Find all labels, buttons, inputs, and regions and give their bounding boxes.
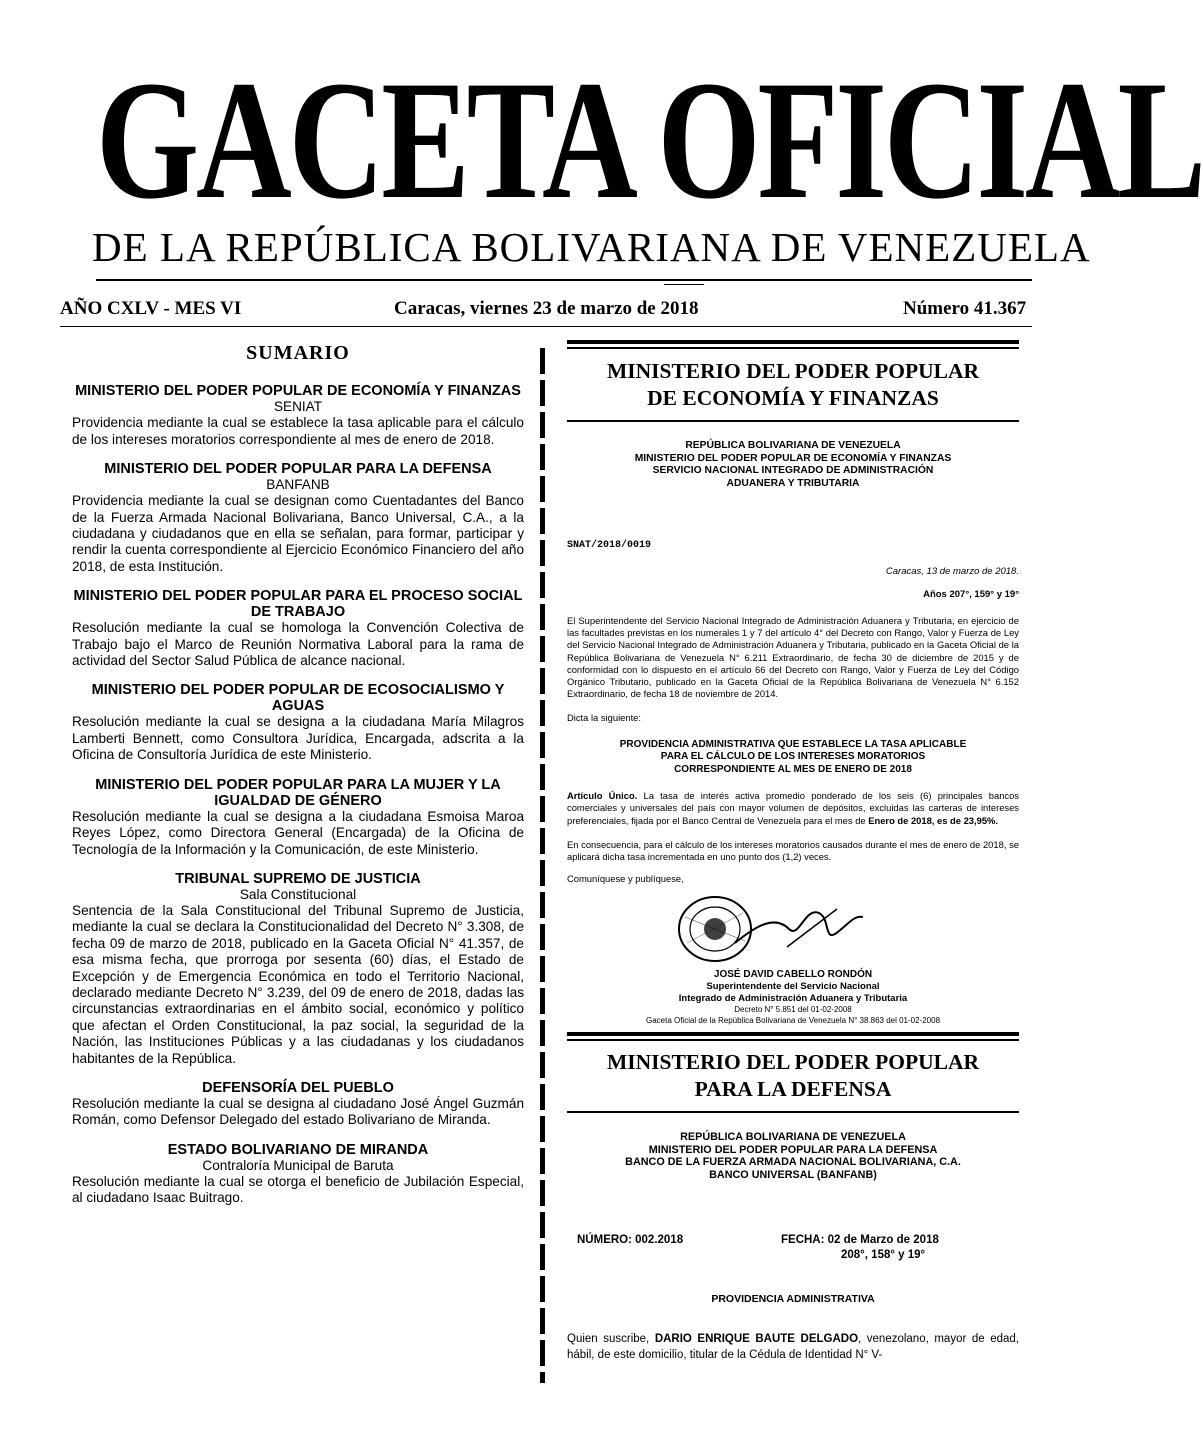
ministry-heading-line: MINISTERIO DEL PODER POPULAR <box>606 1050 980 1075</box>
signature-area <box>567 889 1019 969</box>
summary-item <box>72 777 524 858</box>
issue-place-date: Caracas, viernes 23 de marzo de 2018 <box>394 298 699 319</box>
summary-agency: Contraloría Municipal de Baruta <box>202 1157 394 1173</box>
signatory-title: Integrado de Administración Aduanera y Tributaria <box>678 992 908 1004</box>
issue-number: Número 41.367 <box>903 298 1027 319</box>
summary-ministry: TRIBUNAL SUPREMO DE JUSTICIA <box>175 870 421 887</box>
rb-line: BANCO DE LA FUERZA ARMADA NACIONAL BOLIVARIANA, C.A. <box>625 1156 961 1169</box>
rb-line: SERVICIO NACIONAL INTEGRADO DE ADMINISTRACIÓN <box>652 465 934 476</box>
rb-line: ADUANERA Y TRIBUTARIA <box>726 477 860 489</box>
masthead <box>0 46 1203 235</box>
signature-icon <box>727 895 867 955</box>
right-column <box>567 340 1019 1363</box>
summary-description: Resolución mediante la cual se designa a la ciudadana María Milagros Lamberti Bennett, como Consultora Jurídica, Encargada, adscrita a la Oficina de Consultoría Jurídica de este Ministerio. <box>72 714 524 763</box>
summary-ministry: DEFENSORÍA DEL PUEBLO <box>202 1079 394 1096</box>
prov-title-line: PROVIDENCIA ADMINISTRATIVA QUE ESTABLECE LA TASA APLICABLE <box>619 738 967 750</box>
document-years: Años 207°, 159° y 19° <box>923 589 1019 600</box>
rb-line: MINISTERIO DEL PODER POPULAR PARA LA DEFENSA <box>648 1143 938 1156</box>
summary-description: Resolución mediante la cual se designa al ciudadano José Ángel Guzmán Román, como Defensor Delegado del estado Bolivariano de Miranda. <box>72 1095 524 1128</box>
quien-start: Quien suscribe, <box>567 1333 655 1346</box>
signatory-gaceta: Gaceta Oficial de la República Bolivariana de Venezuela N° 38.863 del 01-02-2008 <box>645 1016 941 1026</box>
masthead-rule-thin <box>664 284 704 285</box>
infobar-rule <box>60 326 1032 327</box>
ministry-heading-defensa <box>567 1049 1019 1103</box>
document-place-date: Caracas, 13 de marzo de 2018. <box>885 566 1019 577</box>
summary-description: Resolución mediante la cual se designa a la ciudadana Esmoisa Maroa Reyes López, como Directora General (Encargada) de la Oficina de Tecnología de la Información y la Comunicación, de este Ministerio. <box>72 808 524 857</box>
quien-rest: , venezolano, mayor de edad, hábil, de este domicilio, titular de la Cédula de Identidad N° V- <box>567 1333 1019 1362</box>
prov-title-line: CORRESPONDIENTE AL MES DE ENERO DE 2018 <box>674 763 912 775</box>
prov-title-line: PARA EL CÁLCULO DE LOS INTERESES MORATORIOS <box>660 751 926 763</box>
masthead-rule <box>96 279 1032 281</box>
consecuencia-paragraph: En consecuencia, para el cálculo de los intereses moratorios causados durante el mes de enero de 2018, se aplicará dicha tasa incrementada en uno punto dos (1,2) veces. <box>567 838 1019 862</box>
summary-item <box>72 461 524 575</box>
summary-description: Resolución mediante la cual se otorga el beneficio de Jubilación Especial, al ciudadano Isaac Buitrago. <box>72 1173 524 1206</box>
summary-agency: SENIAT <box>273 399 323 415</box>
snat-code: SNAT/2018/0019 <box>567 540 652 551</box>
rb-line: REPÚBLICA BOLIVARIANA DE VENEZUELA <box>680 1131 906 1144</box>
summary-item <box>72 682 524 763</box>
ministry-heading-line: PARA LA DEFENSA <box>694 1077 892 1102</box>
summary-item <box>72 588 524 669</box>
masthead-subtitle: DE LA REPÚBLICA BOLIVARIANA DE VENEZUELA <box>92 224 1091 270</box>
rb-line: REPÚBLICA BOLIVARIANA DE VENEZUELA <box>685 440 901 451</box>
quien-suscribe-paragraph <box>567 1331 1019 1363</box>
articulo-rate: Enero de 2018, es de 23,95%. <box>868 814 998 826</box>
summary-description: Resolución mediante la cual se homologa la Convención Colectiva de Trabajo bajo el Marco de Reunión Normativa Laboral para la rama de actividad del Sector Salud Pública de alcance nacional. <box>72 620 524 669</box>
column-divider <box>540 348 545 1383</box>
summary-ministry: MINISTERIO DEL PODER POPULAR DE ECOSOCIALISMO Y AGUAS <box>91 682 505 715</box>
summary-description: Sentencia de la Sala Constitucional del Tribunal Supremo de Justicia, mediante la cual se declara la Constitucionalidad del Decreto N° 3.308, de fecha 09 de marzo de 2018, publicado en la Gaceta Oficial N° 41.357, de esa misma fecha, que prorroga por sesenta (60) días, el Estado de Excepción y de Emergencia Económica en todo el Territorio Nacional, declarado mediante Decreto N° 3.239, del 09 de enero de 2018, dadas las circunstancias extraordinarias en el ámbito social, económico y político que afectan el Orden Constitucional, la paz social, la seguridad de la Nación, las Instituciones Públicas y a las ciudadanas y los ciudadanos habitantes de la República. <box>72 902 524 1066</box>
issue-year-month: AÑO CXLV - MES VI <box>60 298 242 319</box>
ministry-heading-line: MINISTERIO DEL PODER POPULAR <box>606 359 980 383</box>
section-rule <box>567 1032 1019 1041</box>
dicta-text: Dicta la siguiente: <box>567 712 641 724</box>
providencia-administrativa-heading: PROVIDENCIA ADMINISTRATIVA <box>711 1293 875 1306</box>
articulo-text: La tasa de interés activa promedio ponderado de los seis (6) principales bancos comerciales y universales del país con mayor volumen de depósitos, excluidas las carteras de intereses preferenciales, fijada por el Banco Central de Venezuela para el mes de <box>567 790 1019 826</box>
summary-ministry: MINISTERIO DEL PODER POPULAR PARA LA MUJER Y LA IGUALDAD DE GÉNERO <box>95 776 501 809</box>
ministry-heading-line: DE ECONOMÍA Y FINANZAS <box>647 386 939 410</box>
signatory-decreto: Decreto N° 5.851 del 01-02-2008 <box>734 1005 852 1015</box>
numero-fecha-row <box>567 1233 1019 1267</box>
summary-ministry: MINISTERIO DEL PODER POPULAR PARA LA DEFENSA <box>104 461 492 478</box>
articulo-label: Artículo Único. <box>567 790 638 802</box>
summary-blocks <box>72 383 524 1206</box>
providencia-title <box>567 739 1019 777</box>
rb-line: BANCO UNIVERSAL (BANFANB) <box>709 1168 877 1181</box>
summary-column <box>72 342 524 1220</box>
preamble-paragraph: El Superintendente del Servicio Nacional Integrado de Administración Aduanera y Tributaria, en ejercicio de las facultades previstas en los numerales 1 y 7 del artículo 4° del Decreto con Rango, Valor y Fuerza de Ley del Servicio Nacional Integrado de Administración Aduanera y Tributaria, publicado en la Gaceta Oficial de la República Bolivariana de Venezuela N° 6.211 Extraordinario, de fecha 30 de diciembre de 2015 y de conformidad con lo dispuesto en el artículo 66 del Decreto con Rango, Valor y Fuerza de Ley del Código Orgánico Tributario, publicado en la Gaceta Oficial de la República Bolivariana de Venezuela N° 6.152 Extraordinario, de fecha 18 de noviembre de 2014. <box>567 615 1019 700</box>
fecha-label: FECHA: 02 de Marzo de 2018 <box>781 1234 939 1247</box>
numero-label: NÚMERO: 002.2018 <box>577 1234 684 1247</box>
section-rule <box>567 420 1019 424</box>
summary-heading: SUMARIO <box>246 342 350 364</box>
signatory-title: Superintendente del Servicio Nacional <box>706 981 880 993</box>
summary-ministry: ESTADO BOLIVARIANO DE MIRANDA <box>167 1141 429 1158</box>
rb-heading-banfanb <box>567 1131 1019 1181</box>
summary-agency: BANFANB <box>266 477 330 493</box>
section-rule <box>567 340 1019 349</box>
summary-item <box>72 871 524 1067</box>
fecha-years: 208°, 158° y 19° <box>841 1249 926 1262</box>
summary-item <box>72 1142 524 1207</box>
summary-description: Providencia mediante la cual se designan como Cuentadantes del Banco de la Fuerza Armada Nacional Bolivariana, Banco Universal, C.A., a la ciudadana y ciudadanos que en ella se señalan, para formar, participar y rendir la cuenta correspondiente al Ejercicio Económico Financiero del año 2018, de esta Institución. <box>72 493 524 574</box>
ministry-heading-economia <box>567 358 1019 412</box>
articulo-unico <box>567 790 1019 827</box>
summary-ministry: MINISTERIO DEL PODER POPULAR DE ECONOMÍA Y FINANZAS <box>75 383 521 400</box>
summary-description: Providencia mediante la cual se establece la tasa aplicable para el cálculo de los intereses moratorios correspondiente al mes de enero de 2018. <box>72 415 524 447</box>
summary-ministry: MINISTERIO DEL PODER POPULAR PARA EL PROCESO SOCIAL DE TRABAJO <box>73 588 523 621</box>
quien-name: DARIO ENRIQUE BAUTE DELGADO <box>654 1333 859 1346</box>
summary-agency: Sala Constitucional <box>239 886 357 902</box>
signatory-name: JOSÉ DAVID CABELLO RONDÓN <box>713 969 873 981</box>
section-rule <box>567 1111 1019 1115</box>
comuniquese-text: Comuníquese y publíquese, <box>567 873 684 885</box>
rb-line: MINISTERIO DEL PODER POPULAR DE ECONOMÍA Y FINANZAS <box>634 452 952 464</box>
summary-item <box>72 1080 524 1129</box>
summary-item <box>72 383 524 448</box>
masthead-title: GACETA OFICIAL <box>96 46 1203 234</box>
rb-heading-seniat <box>567 440 1019 490</box>
